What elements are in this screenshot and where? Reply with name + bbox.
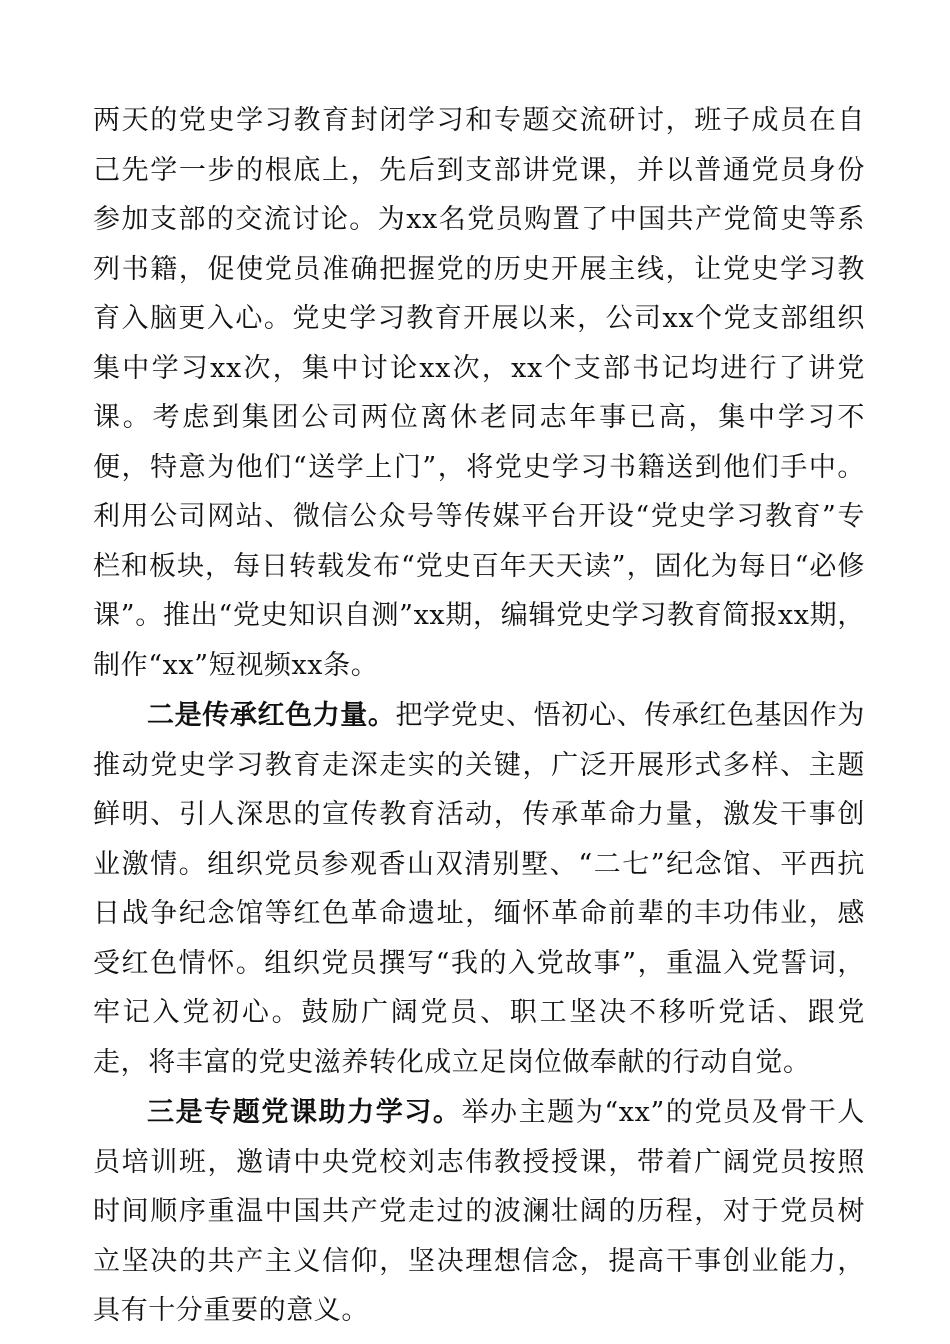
paragraph-2-heading: 二是传承红色力量。 [147, 700, 396, 731]
paragraph-1-text: 两天的党史学习教育封闭学习和专题交流研讨，班子成员在自己先学一步的根底上，先后到支部讲党课，并以普通党员身份参加支部的交流讨论。为xx名党员购置了中国共产党简史等系列书籍，促使党员准确把握党的历史开展主线，让党史学习教育入脑更入心。党史学习教育开展以来，公司xx个党支部组织集中学习xx次，集中讨论xx次，xx个支部书记均进行了讲党课。考虑到集团公司两位离休老同志年事已高，集中学习不便，特意为他们“送学上门”，将党史学习书籍送到他们手中。利用公司网站、微信公众号等传媒平台开设“党史学习教育”专栏和板块，每日转载发布“党史百年天天读”，固化为每日“必修课”。推出“党史知识自测”xx期，编辑党史学习教育简报xx期，制作“xx”短视频xx条。 [93, 105, 865, 681]
document-body [93, 96, 865, 1336]
paragraph-2-text: 把学党史、悟初心、传承红色基因作为推动党史学习教育走深走实的关键，广泛开展形式多样、主题鲜明、引人深思的宣传教育活动，传承革命力量，激发干事创业激情。组织党员参观香山双清别墅、“二七”纪念馆、平西抗日战争纪念馆等红色革命遗址，缅怀革命前辈的丰功伟业，感受红色情怀。组织党员撰写“我的入党故事”，重温入党誓词，牢记入党初心。鼓励广阔党员、职工坚决不移听党话、跟党走，将丰富的党史滋养转化成立足岗位做奉献的行动自觉。 [93, 700, 865, 1078]
paragraph-3 [93, 1088, 865, 1336]
paragraph-3-text: 举办主题为“xx”的党员及骨干人员培训班，邀请中央党校刘志伟教授授课，带着广阔党员按照时间顺序重温中国共产党走过的波澜壮阔的历程，对于党员树立坚决的共产主义信仰，坚决理想信念，提高干事创业能力，具有十分重要的意义。 [93, 1097, 865, 1326]
paragraph-1 [93, 96, 865, 690]
paragraph-3-heading: 三是专题党课助力学习。 [147, 1097, 462, 1128]
paragraph-2 [93, 691, 865, 1087]
